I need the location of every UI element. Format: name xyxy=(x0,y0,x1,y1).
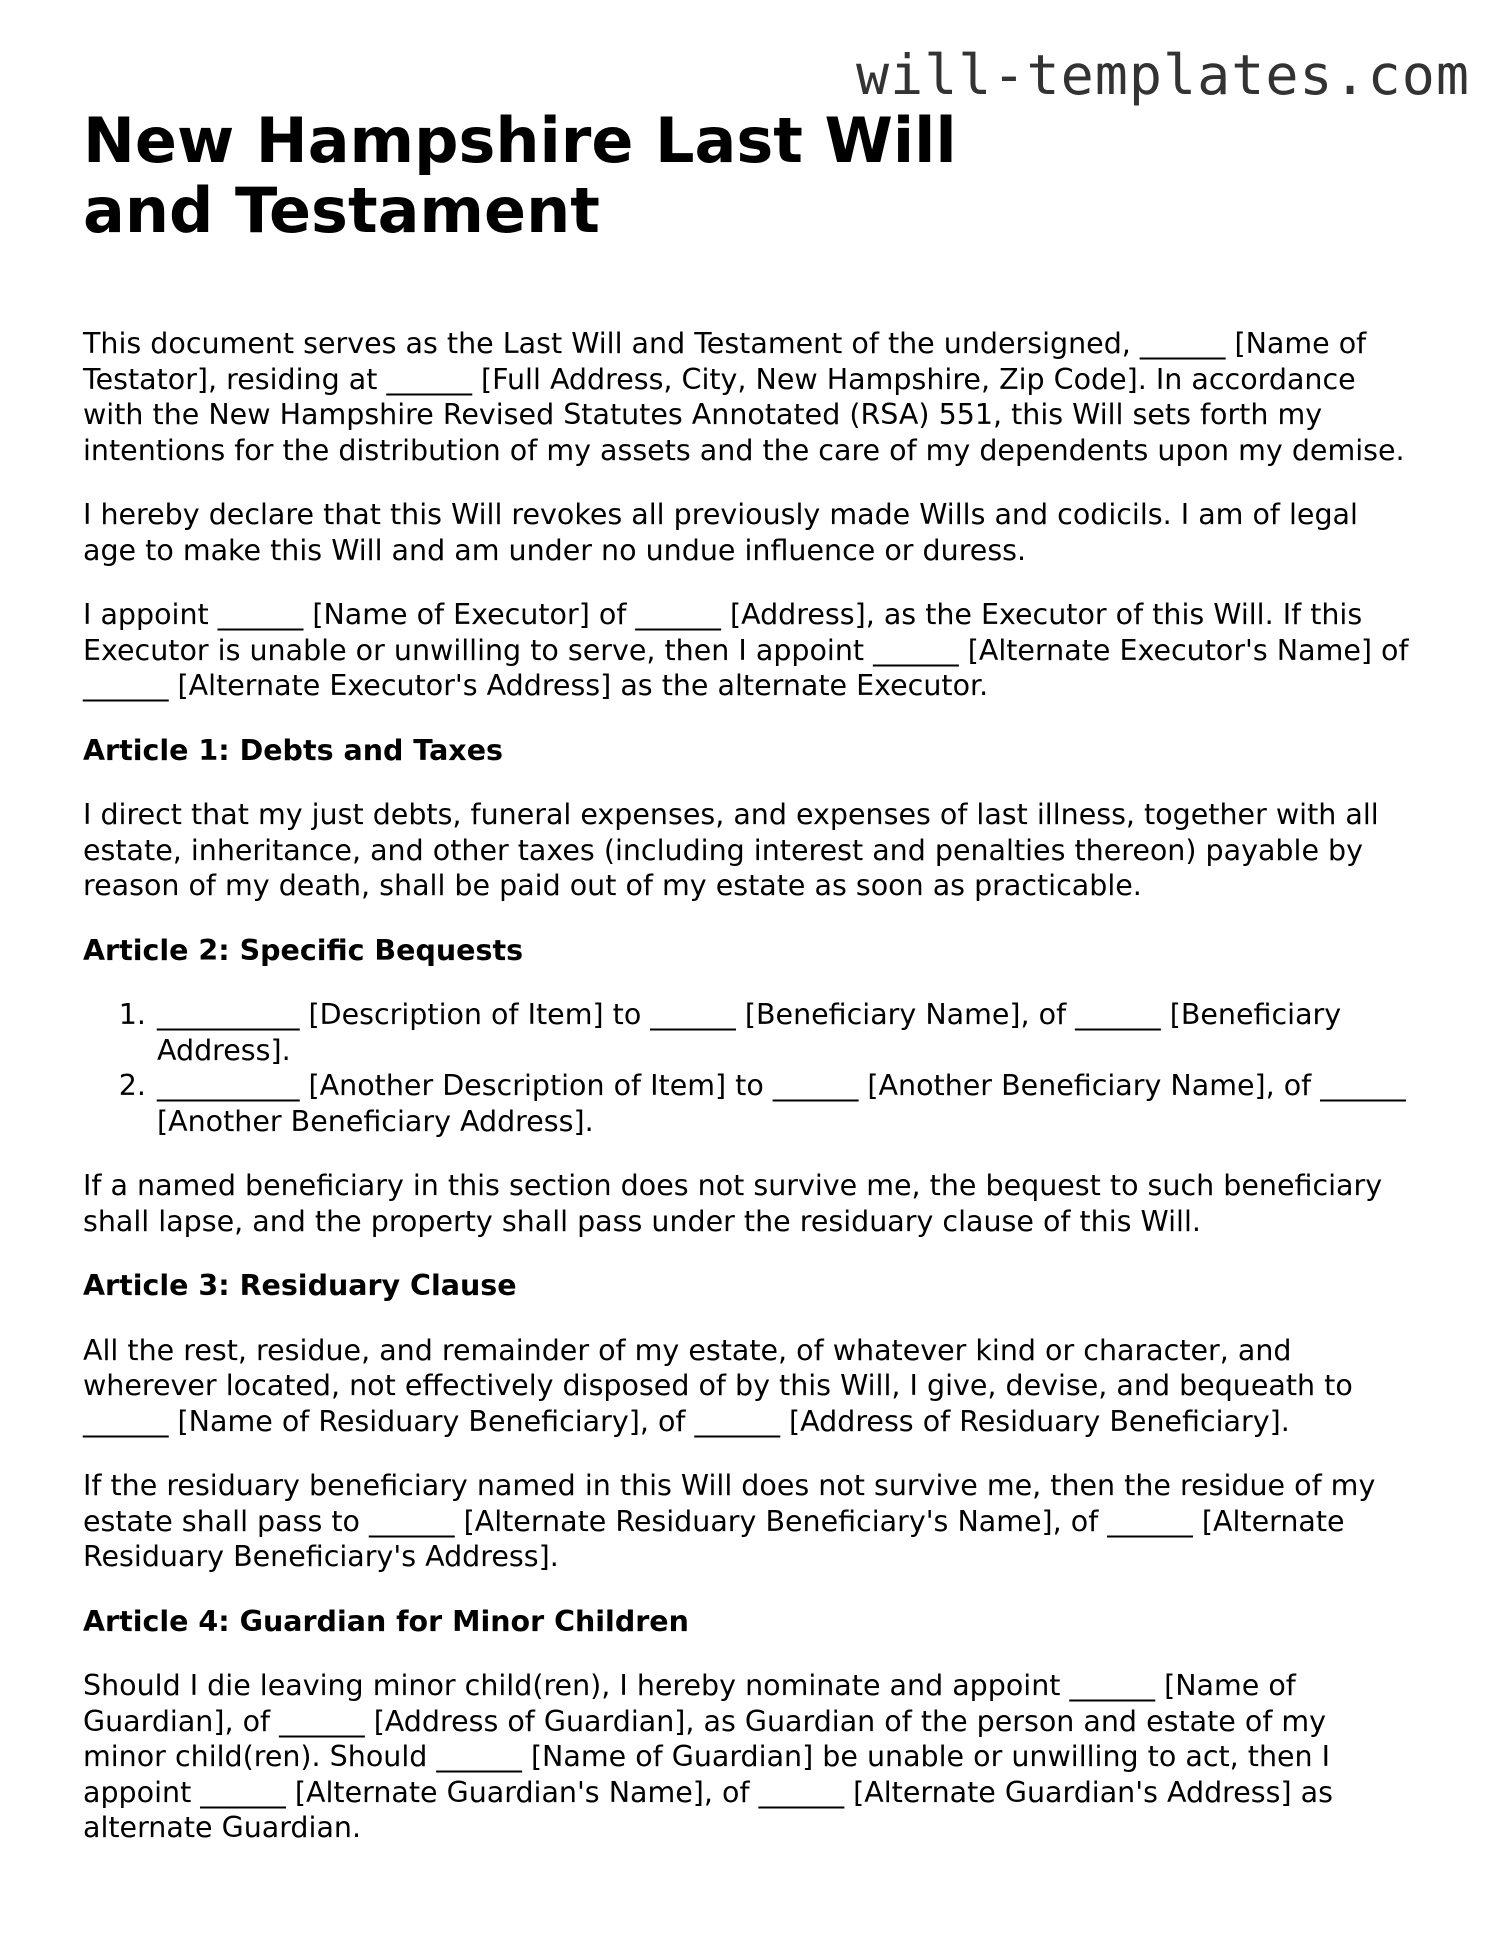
executor-paragraph: I appoint ______ [Name of Executor] of ______ [Address], as the Executor of this Will. If this Executor is unable or unwilling to serve, then I appoint ______ [Alternate Executor's Name] of ______ [Alternate Executor's Address] as the alternate Executor. xyxy=(83,598,1409,702)
article-paragraph: Should I die leaving minor child(ren), I hereby nominate and appoint ______ [Name of Guardian], of ______ [Address of Guardian], as Guardian of the person and estate of my minor child(ren). Should ______ [Name of Guardian] be unable or unwilling to act, then I appoint ______ [Alternate Guardian's Name], of ______ [Alternate Guardian's Address] as alternate Guardian. xyxy=(83,1669,1333,1844)
article-paragraph: I direct that my just debts, funeral expenses, and expenses of last illness, together with all estate, inheritance, and other taxes (including interest and penalties thereon) payable by reason of my death, shall be paid out of my estate as soon as practicable. xyxy=(83,798,1379,902)
revocation-paragraph: I hereby declare that this Will revokes all previously made Wills and codicils. I am of legal age to make this Will and am under no undue influence or duress. xyxy=(83,498,1358,567)
article-4 xyxy=(83,1604,1413,1846)
article-paragraph: If a named beneficiary in this section does not survive me, the bequest to such beneficiary shall lapse, and the property shall pass under the residuary clause of this Will. xyxy=(83,1169,1383,1238)
bequest-list xyxy=(83,997,1413,1139)
article-2 xyxy=(83,933,1413,1240)
article-heading: Article 1: Debts and Taxes xyxy=(83,733,503,767)
article-paragraph: All the rest, residue, and remainder of my estate, of whatever kind or character, and wherever located, not effectively disposed of by this Will, I give, devise, and bequeath to ______ [Name of Residuary Beneficiary], of ______ [Address of Residuary Beneficiary]. xyxy=(83,1333,1353,1438)
intro-paragraph: This document serves as the Last Will and Testament of the undersigned, ______ [Name of Testator], residing at ______ [Full Address, City, New Hampshire, Zip Code]. In accordance with the New Hampshire Revised Statutes Annotated (RSA) 551, this Will sets forth my intentions for the distribution of my assets and the care of my dependents upon my demise. xyxy=(83,327,1405,467)
list-item: 2. __________ [Another Description of Item] to ______ [Another Beneficiary Name], of ______ [Another Beneficiary Address]. xyxy=(155,1068,1413,1139)
list-item: 1. __________ [Description of Item] to ______ [Beneficiary Name], of ______ [Beneficiary Address]. xyxy=(155,997,1413,1068)
article-heading: Article 2: Specific Bequests xyxy=(83,933,524,967)
article-paragraph: If the residuary beneficiary named in this Will does not survive me, then the residue of my estate shall pass to ______ [Alternate Residuary Beneficiary's Name], of ______ [Alternate Residuary Beneficiary's Address]. xyxy=(83,1469,1376,1573)
article-1 xyxy=(83,733,1413,904)
document-title: New Hampshire Last Will and Testament xyxy=(83,104,957,247)
document-body xyxy=(83,106,1413,1875)
watermark: will-templates.com xyxy=(855,43,1470,107)
article-heading: Article 3: Residuary Clause xyxy=(83,1269,517,1302)
article-heading: Article 4: Guardian for Minor Children xyxy=(83,1604,689,1638)
article-3 xyxy=(83,1268,1413,1575)
